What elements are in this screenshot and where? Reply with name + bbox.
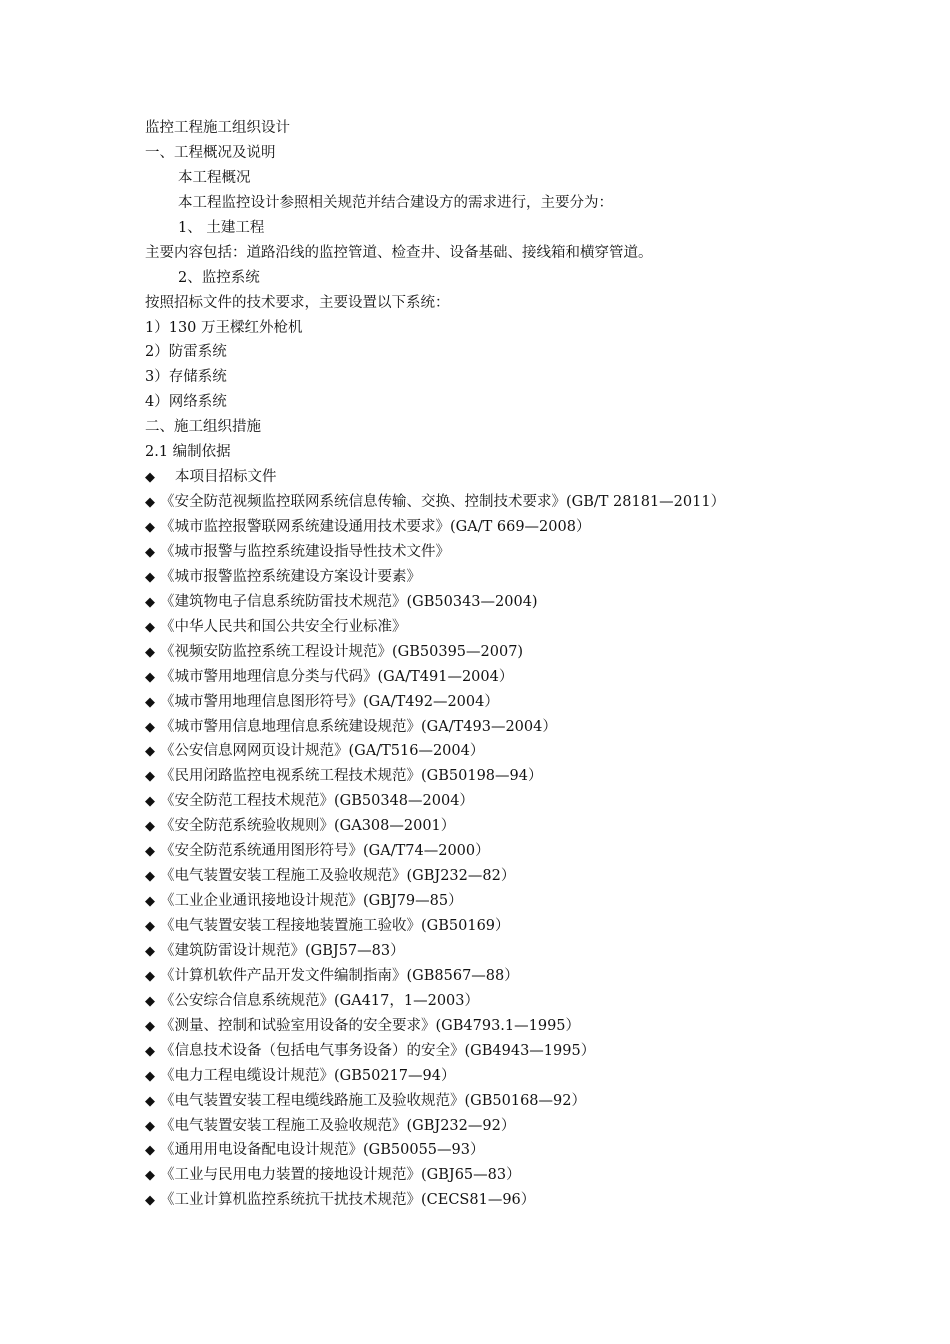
item-1-title: 1、 土建工程 <box>178 219 265 236</box>
diamond-bullet-icon: ◆ <box>145 769 155 785</box>
diamond-bullet-icon: ◆ <box>145 694 155 710</box>
reference-item <box>145 814 845 839</box>
diamond-bullet-icon: ◆ <box>145 569 155 585</box>
diamond-bullet-icon: ◆ <box>145 719 155 735</box>
reference-list <box>145 465 845 1213</box>
reference-text: 《测量、控制和试验室用设备的安全要求》(GB4793.1—1995） <box>160 1017 581 1034</box>
reference-item <box>145 690 845 715</box>
reference-text: 《视频安防监控系统工程设计规范》(GB50395—2007) <box>160 643 524 660</box>
diamond-bullet-icon: ◆ <box>145 943 155 959</box>
reference-text: 《计算机软件产品开发文件编制指南》(GB8567—88） <box>160 967 519 984</box>
reference-text: 《工业与民用电力装置的接地设计规范》(GBJ65—83） <box>160 1167 521 1184</box>
system-item: 1）130 万王樑红外枪机 <box>145 319 303 336</box>
reference-item <box>145 939 845 964</box>
reference-item <box>145 565 845 590</box>
reference-text: 《建筑防雷设计规范》(GBJ57—83） <box>160 942 405 959</box>
reference-item <box>145 590 845 615</box>
section-2-heading: 二、施工组织措施 <box>145 419 261 436</box>
diamond-bullet-icon: ◆ <box>145 594 155 610</box>
diamond-bullet-icon: ◆ <box>145 1168 155 1184</box>
system-item: 2）防雷系统 <box>145 344 227 361</box>
section-2-subheading: 2.1 编制依据 <box>145 444 231 461</box>
reference-text: 《安全防范视频监控联网系统信息传输、交换、控制技术要求》(GB/T 28181—2011） <box>160 494 726 511</box>
section-1-intro: 本工程监控设计参照相关规范并结合建设方的需求进行，主要分为： <box>178 194 613 211</box>
reference-text: 《中华人民共和国公共安全行业标准》 <box>160 618 407 635</box>
diamond-bullet-icon: ◆ <box>145 1193 155 1209</box>
diamond-bullet-icon: ◆ <box>145 968 155 984</box>
reference-text: 《安全防范系统通用图形符号》(GA/T74—2000） <box>160 843 490 860</box>
reference-item <box>145 1188 845 1213</box>
reference-item <box>145 1039 845 1064</box>
reference-text: 《城市监控报警联网系统建设通用技术要求》(GA/T 669—2008） <box>160 519 591 535</box>
diamond-bullet-icon: ◆ <box>145 993 155 1009</box>
reference-text: 《城市报警与监控系统建设指导性技术文件》 <box>160 543 450 560</box>
system-item: 4）网络系统 <box>145 394 227 411</box>
diamond-bullet-icon: ◆ <box>145 1093 155 1109</box>
diamond-bullet-icon: ◆ <box>145 869 155 885</box>
reference-item <box>145 914 845 939</box>
system-item: 3）存储系统 <box>145 369 227 386</box>
reference-item <box>145 1114 845 1139</box>
reference-text: 《城市警用地理信息图形符号》(GA/T492—2004） <box>160 693 499 710</box>
reference-text: 《通用用电设备配电设计规范》(GB50055—93） <box>160 1142 485 1159</box>
diamond-bullet-icon: ◆ <box>145 844 155 860</box>
reference-item <box>145 540 845 565</box>
reference-item <box>145 789 845 814</box>
diamond-bullet-icon: ◆ <box>145 1118 155 1134</box>
item-1-text: 主要内容包括：道路沿线的监控管道、检查井、设备基础、接线箱和横穿管道。 <box>145 244 653 261</box>
reference-item <box>145 640 845 665</box>
reference-item <box>145 665 845 690</box>
reference-text: 《电气装置安装工程施工及验收规范》(GBJ232—92） <box>160 1117 516 1134</box>
reference-item <box>145 989 845 1014</box>
reference-item <box>145 1089 845 1114</box>
reference-item <box>145 490 845 515</box>
reference-item <box>145 964 845 989</box>
diamond-bullet-icon: ◆ <box>145 520 155 535</box>
reference-item <box>145 1014 845 1039</box>
reference-item <box>145 739 845 764</box>
section-1-heading: 一、工程概况及说明 <box>145 144 276 161</box>
reference-item <box>145 715 845 740</box>
reference-text: 本项目招标文件 <box>175 469 277 486</box>
item-2-text: 按照招标文件的技术要求，主要设置以下系统： <box>145 294 450 311</box>
document-title: 监控工程施工组织设计 <box>145 120 290 136</box>
diamond-bullet-icon: ◆ <box>145 1018 155 1034</box>
reference-text: 《工业企业通讯接地设计规范》(GBJ79—85） <box>160 893 463 910</box>
diamond-bullet-icon: ◆ <box>145 919 155 934</box>
diamond-bullet-icon: ◆ <box>145 470 155 486</box>
diamond-bullet-icon: ◆ <box>145 819 155 835</box>
diamond-bullet-icon: ◆ <box>145 1143 155 1159</box>
reference-text: 《城市警用信息地理信息系统建设规范》(GA/T493—2004） <box>160 718 557 735</box>
reference-text: 《公安信息网网页设计规范》(GA/T516—2004） <box>160 743 485 760</box>
reference-item <box>145 515 845 540</box>
diamond-bullet-icon: ◆ <box>145 1043 155 1059</box>
reference-text: 《民用闭路监控电视系统工程技术规范》(GB50198—94） <box>160 768 543 785</box>
reference-item <box>145 1163 845 1188</box>
reference-text: 《安全防范系统验收规则》(GA308—2001） <box>160 818 456 835</box>
diamond-bullet-icon: ◆ <box>145 544 155 560</box>
reference-item <box>145 864 845 889</box>
diamond-bullet-icon: ◆ <box>145 1068 155 1084</box>
reference-text: 《城市警用地理信息分类与代码》(GA/T491—2004） <box>160 668 514 685</box>
diamond-bullet-icon: ◆ <box>145 669 155 685</box>
reference-text: 《电气装置安装工程施工及验收规范》(GBJ232—82） <box>160 868 516 885</box>
diamond-bullet-icon: ◆ <box>145 744 155 760</box>
reference-text: 《电气装置安装工程接地装置施工验收》(GB50169） <box>160 918 510 934</box>
section-1-subheading: 本工程概况 <box>178 169 251 186</box>
reference-item <box>145 839 845 864</box>
reference-item <box>145 615 845 640</box>
reference-text: 《建筑物电子信息系统防雷技术规范》(GB50343—2004) <box>160 593 538 610</box>
diamond-bullet-icon: ◆ <box>145 495 155 511</box>
reference-text: 《信息技术设备（包括电气事务设备）的安全》(GB4943—1995） <box>160 1042 596 1059</box>
reference-text: 《工业计算机监控系统抗干扰技术规范》(CECS81—96） <box>160 1192 536 1209</box>
reference-item <box>145 764 845 789</box>
reference-text: 《电力工程电缆设计规范》(GB50217—94） <box>160 1067 456 1084</box>
diamond-bullet-icon: ◆ <box>145 619 155 635</box>
reference-item <box>145 889 845 914</box>
reference-text: 《城市报警监控系统建设方案设计要素》 <box>160 568 421 585</box>
reference-item <box>145 1064 845 1089</box>
item-2-title: 2、监控系统 <box>178 269 260 286</box>
diamond-bullet-icon: ◆ <box>145 894 155 910</box>
reference-item <box>145 465 845 490</box>
document-body <box>145 116 845 1213</box>
diamond-bullet-icon: ◆ <box>145 644 155 660</box>
reference-text: 《电气装置安装工程电缆线路施工及验收规范》(GB50168—92） <box>160 1092 586 1109</box>
reference-text: 《公安综合信息系统规范》(GA417，1—2003） <box>160 992 480 1009</box>
diamond-bullet-icon: ◆ <box>145 794 155 810</box>
reference-text: 《安全防范工程技术规范》(GB50348—2004） <box>160 793 474 810</box>
reference-item <box>145 1138 845 1163</box>
